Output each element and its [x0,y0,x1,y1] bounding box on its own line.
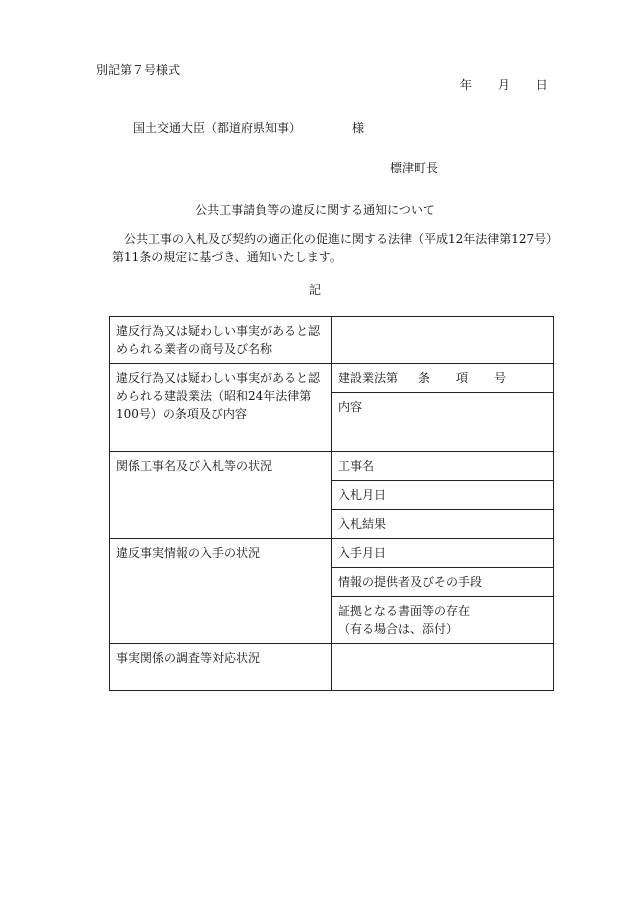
row5-value [332,644,554,691]
date-year-label: 年 [460,78,473,92]
date-day-label: 日 [535,78,548,92]
ki-heading: 記 [308,283,321,297]
bid-result-cell: 入札結果 [332,510,554,539]
law-article-label: 条 [418,371,431,385]
acquired-date-cell: 入手月日 [332,539,554,568]
law-article-cell [332,364,554,393]
addressee: 国土交通大臣（都道府県知事） [133,121,302,135]
date-line [460,77,548,93]
table-row [110,364,554,393]
law-number-label: 号 [494,371,507,385]
notice-table [109,316,554,691]
table-row [110,452,554,481]
row4-label: 違反事実情報の入手の状況 [110,539,332,644]
evidence-line2: （有る場合は、添付） [338,622,459,636]
law-content-cell: 内容 [332,393,554,452]
date-month-label: 月 [497,78,510,92]
table-row [110,644,554,691]
row2-label: 違反行為又は疑わしい事実があると認められる建設業法（昭和24年法律第100号）の条項及び内容 [110,364,332,452]
form-number: 別記第７号様式 [96,63,181,77]
row3-label: 関係工事名及び入札等の状況 [110,452,332,539]
honorific: 様 [352,121,365,135]
law-prefix: 建設業法第 [338,371,399,385]
row1-label: 違反行為又は疑わしい事実があると認められる業者の商号及び名称 [110,317,332,364]
sender: 標津町長 [390,161,439,175]
bid-date-cell: 入札月日 [332,481,554,510]
table-row [110,539,554,568]
row1-value [332,317,554,364]
document-title: 公共工事請負等の違反に関する通知について [195,203,435,217]
construction-name-cell: 工事名 [332,452,554,481]
informant-cell: 情報の提供者及びその手段 [332,568,554,597]
table-row [110,317,554,364]
row5-label: 事実関係の調査等対応状況 [110,644,332,691]
law-item-label: 項 [456,371,469,385]
body-paragraph: 公共工事の入札及び契約の適正化の促進に関する法律（平成12年法律第127号）第11条の規定に基づき、通知いたします。 [112,232,553,264]
evidence-line1: 証拠となる書面等の存在 [338,604,471,618]
evidence-cell [332,597,554,644]
